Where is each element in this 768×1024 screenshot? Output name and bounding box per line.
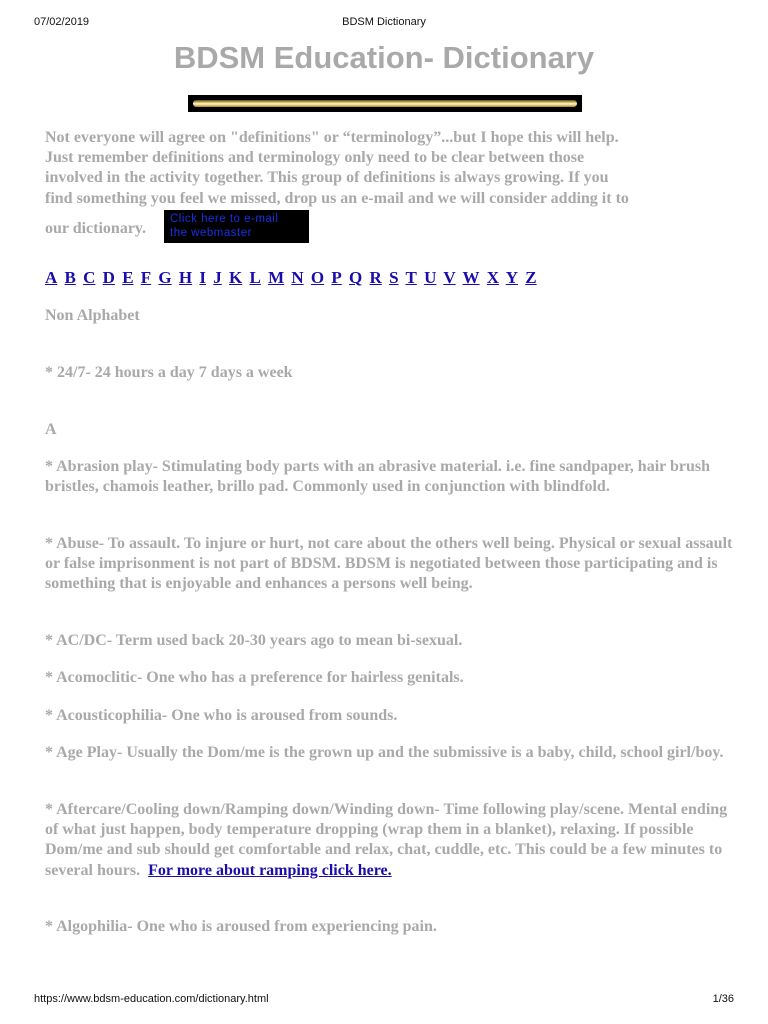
- print-page-title: BDSM Dictionary: [342, 16, 426, 28]
- letter-link-h[interactable]: H: [178, 268, 193, 287]
- letter-link-k[interactable]: K: [229, 268, 243, 287]
- ramping-more-link[interactable]: For more about ramping click here.: [148, 861, 392, 879]
- letter-link-s[interactable]: S: [389, 268, 399, 287]
- entry-aftercare-text: * Aftercare/Cooling down/Ramping down/Winding down- Time following play/scene. Mental ending of what just happen, body temperature dropping (wrap them in a blanket), relaxing. If possible Dom/me and sub should get comfortable and relax, chat, cuddle, etc. This could be a few minutes to several hours.: [45, 801, 728, 879]
- letter-link-b[interactable]: B: [64, 268, 76, 287]
- letter-link-m[interactable]: M: [268, 268, 285, 287]
- decorative-gold-divider: [188, 95, 582, 112]
- letter-link-p[interactable]: P: [331, 268, 342, 287]
- letter-link-q[interactable]: Q: [349, 268, 363, 287]
- intro-block: [45, 128, 725, 239]
- letter-link-u[interactable]: U: [424, 268, 437, 287]
- print-url: https://www.bdsm-education.com/dictionary.html: [34, 993, 269, 1005]
- section-heading-a: A: [45, 421, 57, 438]
- entry-age-play: * Age Play- Usually the Dom/me is the grown up and the submissive is a baby, child, school girl/boy.: [45, 744, 724, 761]
- entry-acousticophilia: * Acousticophilia- One who is aroused from sounds.: [45, 707, 398, 724]
- letter-link-f[interactable]: F: [140, 268, 152, 287]
- letter-link-d[interactable]: D: [102, 268, 115, 287]
- section-heading-non-alphabet: Non Alphabet: [45, 307, 140, 324]
- letter-link-t[interactable]: T: [405, 268, 417, 287]
- letter-link-g[interactable]: G: [158, 268, 172, 287]
- intro-line-1: Not everyone will agree on "definitions" or “terminology”...but I hope this will help.: [45, 129, 619, 146]
- letter-link-n[interactable]: N: [291, 268, 304, 287]
- letter-link-l[interactable]: L: [249, 268, 261, 287]
- entry-acomoclitic: * Acomoclitic- One who has a preference for hairless genitals.: [45, 669, 464, 686]
- email-webmaster-button[interactable]: [164, 210, 309, 243]
- letter-link-y[interactable]: Y: [505, 268, 518, 287]
- intro-line-4: find something you feel we missed, drop us an e-mail and we will consider adding it to: [45, 189, 629, 207]
- email-link-line-2: the webmaster: [170, 227, 252, 239]
- entry-aftercare: [45, 800, 735, 881]
- letter-link-e[interactable]: E: [122, 268, 134, 287]
- print-date: 07/02/2019: [34, 16, 90, 28]
- intro-line-3: involved in the activity together. This group of definitions is always growing. If you: [45, 169, 609, 187]
- letter-link-a[interactable]: A: [45, 268, 58, 287]
- letter-link-x[interactable]: X: [486, 268, 500, 287]
- entry-abuse: * Abuse- To assault. To injure or hurt, not care about the others well being. Physical or sexual assault or false imprisonment is not part of BDSM. BDSM is negotiated between those participating and is something that is enjoyable and enhances a persons well being.: [45, 535, 733, 593]
- entry-ac-dc: * AC/DC- Term used back 20-30 years ago to mean bi-sexual.: [45, 632, 463, 649]
- entry-abrasion-play: * Abrasion play- Stimulating body parts with an abrasive material. i.e. fine sandpaper, hair brush bristles, chamois leather, brillo pad. Commonly used in conjunction with blindfold.: [45, 458, 710, 496]
- entry-algophilia: * Algophilia- One who is aroused from experiencing pain.: [45, 918, 437, 935]
- letter-link-v[interactable]: V: [443, 268, 456, 287]
- page-title: BDSM Education- Dictionary: [173, 40, 595, 75]
- letter-link-i[interactable]: I: [199, 268, 207, 287]
- entry-24-7: * 24/7- 24 hours a day 7 days a week: [45, 364, 293, 381]
- page-number: 1/36: [712, 993, 734, 1005]
- alphabet-index: [45, 268, 540, 288]
- letter-link-w[interactable]: W: [462, 268, 480, 287]
- print-header: [0, 16, 768, 30]
- intro-line-2: Just remember definitions and terminology only need to be clear between those: [45, 149, 585, 167]
- letter-link-z[interactable]: Z: [525, 268, 537, 287]
- gold-bar-graphic: [193, 100, 577, 107]
- letter-link-j[interactable]: J: [213, 268, 222, 287]
- email-link-line-1: Click here to e-mail: [170, 213, 279, 225]
- letter-link-o[interactable]: O: [310, 268, 325, 287]
- intro-last-line: our dictionary.: [45, 219, 147, 237]
- letter-link-c[interactable]: C: [83, 268, 96, 287]
- print-footer: [0, 993, 768, 1007]
- letter-link-r[interactable]: R: [369, 268, 382, 287]
